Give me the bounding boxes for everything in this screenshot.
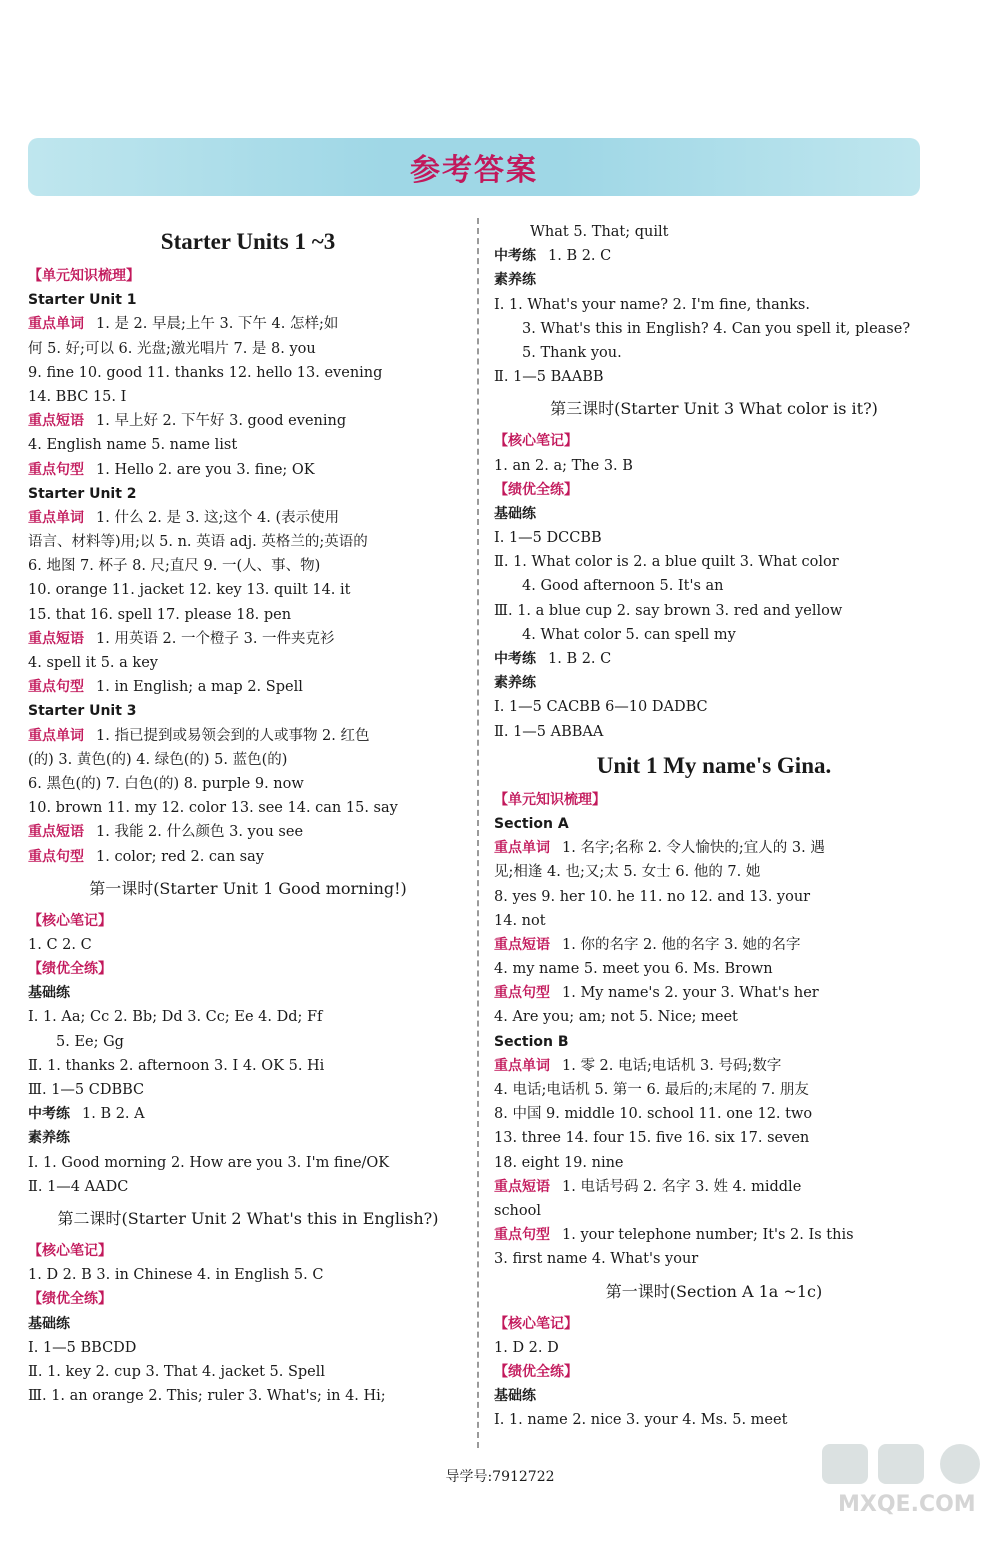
answer-line: 4. spell it 5. a key — [28, 655, 158, 671]
watermark-url: MXQE.COM — [838, 1492, 976, 1517]
key-label: 重点短语 — [494, 936, 550, 953]
answer-line — [28, 724, 468, 748]
answer-line — [28, 409, 468, 433]
key-label: 重点句型 — [494, 1227, 550, 1244]
answer-text: 1. 是 2. 早晨;上午 3. 下午 4. 怎样;如 — [96, 316, 339, 333]
subsection-title: Section B — [494, 1033, 569, 1050]
answer-text: 1. 你的名字 2. 他的名字 3. 她的名字 — [562, 936, 801, 953]
answer-text: 1. in English; a map 2. Spell — [96, 679, 303, 696]
answer-line: Ⅲ. 1. an orange 2. This; ruler 3. What's; in 4. Hi; — [28, 1388, 386, 1405]
answer-line: Ⅰ. 1—5 DCCBB — [494, 530, 602, 547]
answer-line: 5. Ee; Gg — [56, 1033, 124, 1050]
key-label: 中考练 — [28, 1106, 70, 1123]
answer-line: (的) 3. 黄色(的) 4. 绿色(的) 5. 蓝色(的) — [28, 751, 288, 768]
answer-text: 1. 用英语 2. 一个橙子 3. 一件夹克衫 — [96, 630, 335, 647]
key-label: 重点句型 — [494, 985, 550, 1002]
answer-line — [28, 820, 468, 844]
answer-text: 1. 电话号码 2. 名字 3. 姓 4. middle — [562, 1178, 802, 1195]
key-label: 重点单词 — [28, 509, 84, 526]
answer-line: 6. 地图 7. 杯子 8. 尺;直尺 9. 一(人、事、物) — [28, 558, 321, 575]
answer-line — [28, 675, 468, 699]
answer-line: 8. yes 9. her 10. he 11. no 12. and 13. your — [494, 888, 811, 905]
subsection-title: 基础练 — [494, 1388, 536, 1405]
subsection-title: Starter Unit 1 — [28, 292, 137, 309]
subsection-title: 基础练 — [28, 985, 70, 1002]
answer-line: 4. What color 5. can spell my — [522, 626, 736, 643]
answer-line: 3. first name 4. What's your — [494, 1251, 699, 1268]
section-label: 【单元知识梳理】 — [28, 268, 140, 284]
key-label: 重点短语 — [28, 824, 84, 841]
answer-line — [494, 1175, 934, 1199]
key-label: 重点短语 — [28, 630, 84, 647]
answer-banner — [28, 138, 920, 196]
key-label: 重点单词 — [28, 316, 84, 333]
unit-heading: Starter Units 1 ~3 — [160, 229, 336, 254]
section-label: 【绩优全练】 — [494, 481, 578, 498]
key-label: 重点单词 — [494, 1057, 550, 1074]
lesson-heading: 第二课时(Starter Unit 2 What's this in English?) — [57, 1208, 439, 1228]
key-label: 重点单词 — [28, 727, 84, 744]
key-label: 重点句型 — [28, 848, 84, 865]
answer-line — [494, 836, 934, 860]
key-label: 重点单词 — [494, 840, 550, 857]
right-column — [494, 220, 934, 1432]
watermark-logo — [820, 1440, 990, 1530]
section-label: 【核心笔记】 — [28, 912, 112, 929]
answer-line: Ⅱ. 1—5 BAABB — [494, 369, 604, 386]
answer-line — [494, 1054, 934, 1078]
answer-line: 1. C 2. C — [28, 936, 92, 953]
answer-line: 4. my name 5. meet you 6. Ms. Brown — [494, 961, 773, 978]
answer-line — [28, 845, 468, 869]
unit-heading: Unit 1 My name's Gina. — [596, 752, 832, 778]
column-divider — [477, 218, 479, 1448]
answer-line: 4. Are you; am; not 5. Nice; meet — [494, 1009, 738, 1026]
answer-line: Ⅰ. 1—5 BBCDD — [28, 1339, 137, 1356]
answer-text: 1. 零 2. 电话;电话机 3. 号码;数字 — [562, 1057, 782, 1074]
answer-line — [28, 458, 468, 482]
answer-line: Ⅱ. 1. thanks 2. afternoon 3. I 4. OK 5. Hi — [28, 1057, 325, 1074]
answer-text: 1. your telephone number; It's 2. Is this — [562, 1227, 854, 1244]
answer-line: 语言、材料等)用;以 5. n. 英语 adj. 英格兰的;英语的 — [28, 534, 368, 551]
answer-text: 1. 指已提到或易领会到的人或事物 2. 红色 — [96, 727, 370, 744]
answer-line — [494, 1223, 934, 1247]
answer-line: 见;相逢 4. 也;又;太 5. 女士 6. 他的 7. 她 — [494, 864, 761, 881]
answer-line: Ⅲ. 1. a blue cup 2. say brown 3. red and yellow — [494, 602, 843, 619]
subsection-title: 素养练 — [28, 1130, 70, 1147]
answer-line: 14. not — [494, 912, 546, 929]
answer-text: 1. 我能 2. 什么颜色 3. you see — [96, 824, 304, 841]
answer-line: school — [494, 1202, 541, 1219]
answer-line — [28, 506, 468, 530]
answer-text: 1. 什么 2. 是 3. 这;这个 4. (表示使用 — [96, 509, 340, 526]
section-label: 【单元知识梳理】 — [494, 791, 606, 808]
answer-line: 14. BBC 15. I — [28, 388, 127, 405]
lesson-heading: 第一课时(Section A 1a ~1c) — [605, 1281, 823, 1301]
answer-line: 4. 电话;电话机 5. 第一 6. 最后的;末尾的 7. 朋友 — [494, 1082, 809, 1098]
answer-line: Ⅰ. 1. name 2. nice 3. your 4. Ms. 5. meet — [494, 1412, 788, 1429]
answer-line: Ⅱ. 1—4 AADC — [28, 1178, 129, 1195]
footer-code: 导学号:7912722 — [445, 1469, 555, 1485]
answer-line: Ⅰ. 1. What's your name? 2. I'm fine, thanks. — [494, 296, 810, 313]
section-label: 【核心笔记】 — [494, 433, 578, 450]
section-label: 【核心笔记】 — [28, 1242, 112, 1259]
answer-line: 何 5. 好;可以 6. 光盘;激光唱片 7. 是 8. you — [28, 340, 316, 357]
key-label: 重点句型 — [28, 679, 84, 696]
section-label: 【绩优全练】 — [28, 1291, 112, 1308]
answer-text: 1. B 2. C — [548, 651, 612, 667]
lesson-heading: 第三课时(Starter Unit 3 What color is it?) — [550, 399, 878, 419]
subsection-title: 基础练 — [28, 1315, 70, 1332]
subsection-title: 素养练 — [494, 675, 536, 692]
answer-line: Ⅱ. 1—5 ABBAA — [494, 723, 604, 740]
answer-line — [28, 1102, 468, 1126]
subsection-title: 素养练 — [494, 272, 536, 289]
key-label: 重点短语 — [494, 1178, 550, 1195]
answer-line: 5. Thank you. — [522, 344, 622, 361]
answer-text: 1. Hello 2. are you 3. fine; OK — [96, 461, 315, 478]
subsection-title: Section A — [494, 815, 569, 832]
answer-line — [494, 981, 934, 1005]
subsection-title: 基础练 — [494, 505, 536, 522]
answer-line: 9. fine 10. good 11. thanks 12. hello 13. evening — [28, 364, 383, 381]
watermark-graphic — [820, 1440, 990, 1490]
answer-text: 1. 名字;名称 2. 令人愉快的;宜人的 3. 遇 — [562, 840, 825, 857]
answer-line: 1. an 2. a; The 3. B — [494, 457, 633, 474]
answer-line — [28, 312, 468, 336]
key-label: 中考练 — [494, 248, 536, 265]
section-label: 【绩优全练】 — [494, 1363, 578, 1380]
answer-line: Ⅲ. 1—5 CDBBC — [28, 1082, 145, 1098]
answer-line — [494, 933, 934, 957]
banner-title: 参考答案 — [410, 153, 538, 188]
section-label: 【核心笔记】 — [494, 1315, 578, 1332]
answer-line: 4. Good afternoon 5. It's an — [522, 578, 724, 595]
answer-line — [494, 244, 934, 268]
answer-line: Ⅱ. 1. What color is 2. a blue quilt 3. What color — [494, 554, 839, 571]
answer-line: What 5. That; quilt — [530, 224, 669, 240]
subsection-title: Starter Unit 3 — [28, 703, 137, 720]
left-column — [28, 220, 468, 1408]
answer-text: 1. My name's 2. your 3. What's her — [562, 985, 819, 1002]
answer-line: 10. orange 11. jacket 12. key 13. quilt 14. it — [28, 582, 351, 599]
answer-line: 4. English name 5. name list — [28, 437, 238, 454]
answer-line: 1. D 2. D — [494, 1339, 559, 1356]
answer-line: Ⅰ. 1. Aa; Cc 2. Bb; Dd 3. Cc; Ee 4. Dd; Ff — [28, 1009, 323, 1026]
answer-line: 6. 黑色(的) 7. 白色(的) 8. purple 9. now — [28, 775, 304, 792]
lesson-heading: 第一课时(Starter Unit 1 Good morning!) — [89, 878, 407, 898]
key-label: 重点短语 — [28, 413, 84, 430]
answer-line: 15. that 16. spell 17. please 18. pen — [28, 606, 292, 623]
answer-line: 1. D 2. B 3. in Chinese 4. in English 5. C — [28, 1267, 324, 1284]
answer-line: Ⅱ. 1. key 2. cup 3. That 4. jacket 5. Spell — [28, 1363, 326, 1380]
answer-line: Ⅰ. 1—5 CACBB 6—10 DADBC — [494, 699, 708, 716]
answer-line: Ⅰ. 1. Good morning 2. How are you 3. I'm fine/OK — [28, 1154, 390, 1171]
answer-line — [28, 627, 468, 651]
subsection-title: Starter Unit 2 — [28, 485, 137, 502]
answer-line: 8. 中国 9. middle 10. school 11. one 12. two — [494, 1106, 813, 1123]
key-label: 重点句型 — [28, 461, 84, 478]
answer-text: 1. 早上好 2. 下午好 3. good evening — [96, 413, 347, 430]
key-label: 中考练 — [494, 651, 536, 667]
answer-text: 1. B 2. C — [548, 248, 612, 265]
section-label: 【绩优全练】 — [28, 961, 112, 978]
answer-line — [494, 647, 934, 671]
answer-line: 10. brown 11. my 12. color 13. see 14. can 15. say — [28, 800, 398, 817]
answer-line: 13. three 14. four 15. five 16. six 17. seven — [494, 1130, 810, 1147]
answer-text: 1. color; red 2. can say — [96, 848, 264, 865]
answer-line: 18. eight 19. nine — [494, 1154, 624, 1171]
answer-text: 1. B 2. A — [82, 1106, 145, 1123]
answer-line: 3. What's this in English? 4. Can you spell it, please? — [522, 320, 911, 337]
